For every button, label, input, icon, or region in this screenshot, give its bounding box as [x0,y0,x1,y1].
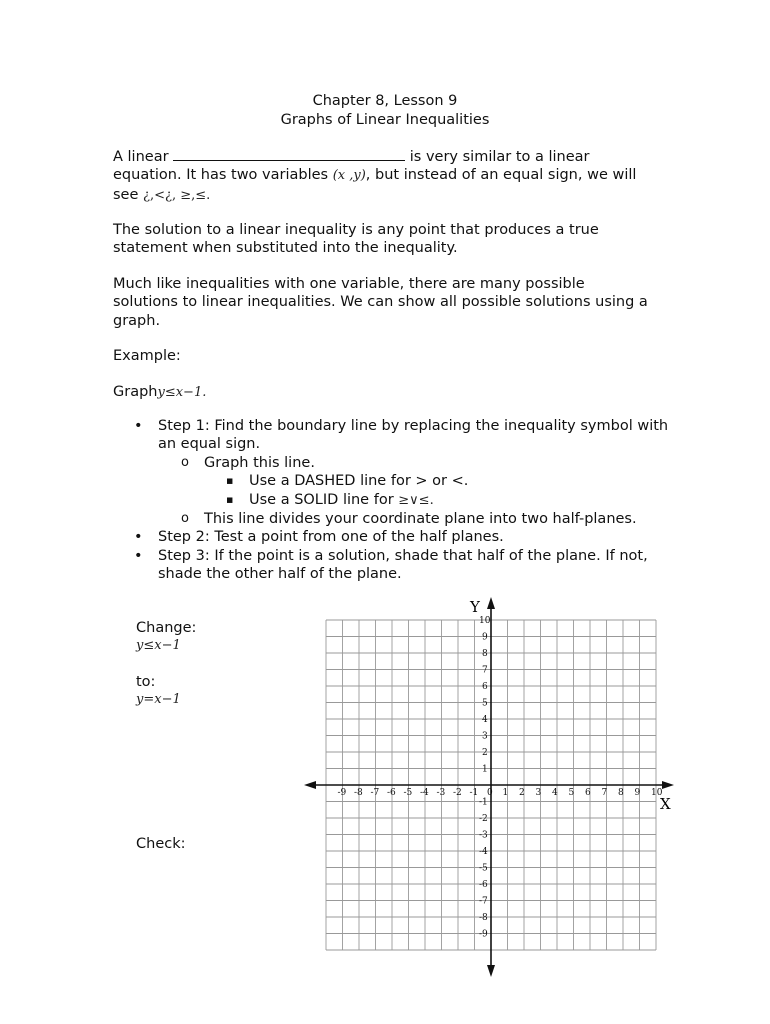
step-1-sub-halfplanes [113,510,673,528]
solid-rule-symbols: ≥∨≤. [398,492,434,508]
example-label: Example: [113,348,181,364]
step-3-text: Step 3: If the point is a solution, shade that half of the plane. If not, shade the other half of the plane. [158,547,648,583]
y-tick-label: -1 [479,797,488,808]
fill-in-blank [173,148,405,161]
x-axis-arrow-left [304,781,316,789]
y-axis-label: Y [470,598,480,616]
intro-text-b: is very similar to a linear equation. It has two variables [113,149,590,184]
y-tick-label: -6 [479,880,488,890]
axes [304,597,674,977]
to-label: to: [136,674,156,690]
intro-text-c: , but instead of an equal sign, we will see [113,167,637,203]
inequality-symbols: ¿,<¿, ≥,≤. [143,187,211,203]
chapter-heading: Chapter 8, Lesson 9 [312,93,458,109]
y-tick-label: 2 [482,748,488,758]
solution-paragraph: The solution to a linear inequality is any point that produces a true statement when substituted into the inequality. [113,222,599,257]
x-tick-label: 9 [634,788,641,798]
solutions-paragraph: Much like inequalities with one variable, there are many possible solutions to linear inequalities. We can show all possible solutions using a graph. [113,276,648,329]
x-tick-label: 3 [535,788,542,798]
x-tick-label: -8 [354,788,363,798]
x-tick-label: 10 [651,788,663,798]
tick-labels [338,616,663,940]
y-tick-label: -3 [479,830,488,841]
dashed-rule-text: Use a DASHED line for > or <. [249,473,469,490]
y-tick-label: 9 [482,632,488,643]
x-axis-label: X [660,795,671,813]
lesson-title: Graphs of Linear Inequalities [280,112,490,128]
y-tick-label: -8 [479,913,488,923]
y-tick-label: -5 [479,863,488,874]
intro-paragraph [113,148,653,205]
example-graph-line [113,383,653,402]
x-tick-label: 7 [601,788,608,798]
y-tick-label: 1 [482,764,488,775]
y-tick-label: -9 [479,929,488,940]
y-tick-label: -7 [479,896,488,907]
x-tick-label: 8 [618,788,624,798]
y-tick-label: 4 [482,715,488,725]
y-tick-label: -4 [479,847,488,857]
graph-word: Graph [113,384,158,400]
change-label: Change: [136,620,197,636]
step-3 [113,547,673,584]
x-tick-label: 1 [502,788,509,798]
step-1-sub-halfplanes-text: This line divides your coordinate plane into two half-planes. [204,511,637,528]
check-label: Check: [136,836,186,852]
step-2-text: Step 2: Test a point from one of the half planes. [158,529,504,546]
x-tick-label: -5 [403,788,413,798]
to-expression: y=x−1 [136,692,181,707]
solid-rule [113,491,673,510]
change-expression: y≤x−1 [136,638,181,653]
x-tick-label: -6 [387,788,396,798]
y-tick-label: 10 [479,616,491,626]
step-1-text: Step 1: Find the boundary line by replacing the inequality symbol with an equal sign. [158,418,669,453]
y-axis-arrow-up [487,597,495,609]
step-1-sub-graph-text: Graph this line. [204,454,315,471]
x-tick-label: 4 [552,788,558,798]
example-inequality: y≤x−1. [157,385,207,400]
y-tick-label: 3 [482,731,488,742]
y-axis-arrow-down [487,965,495,977]
x-axis-arrow-right [662,781,674,789]
x-tick-label: -9 [337,788,347,798]
y-tick-label: 6 [482,682,488,692]
coordinate-grid [300,595,680,980]
x-tick-label: -4 [420,788,429,798]
steps-list [113,417,673,584]
y-tick-label: 8 [482,649,488,659]
step-1 [113,417,673,528]
y-tick-label: 5 [482,698,488,709]
intro-text-a: A linear [113,149,174,165]
dashed-rule [113,472,673,490]
x-tick-label: 6 [585,788,591,798]
x-tick-label: 5 [568,788,575,798]
x-tick-label: 2 [519,788,525,798]
x-tick-label: -1 [469,788,479,798]
x-tick-label: 0 [487,788,493,798]
y-tick-label: 7 [482,665,488,676]
step-1-sub-graph [113,454,673,510]
variables-expression: (x ,y) [332,168,366,184]
y-tick-label: -2 [479,814,488,824]
step-2 [113,528,673,546]
x-tick-label: -2 [453,788,462,798]
x-tick-label: -3 [436,788,446,798]
solid-rule-text: Use a SOLID line for [249,491,399,508]
x-tick-label: -7 [370,788,380,798]
